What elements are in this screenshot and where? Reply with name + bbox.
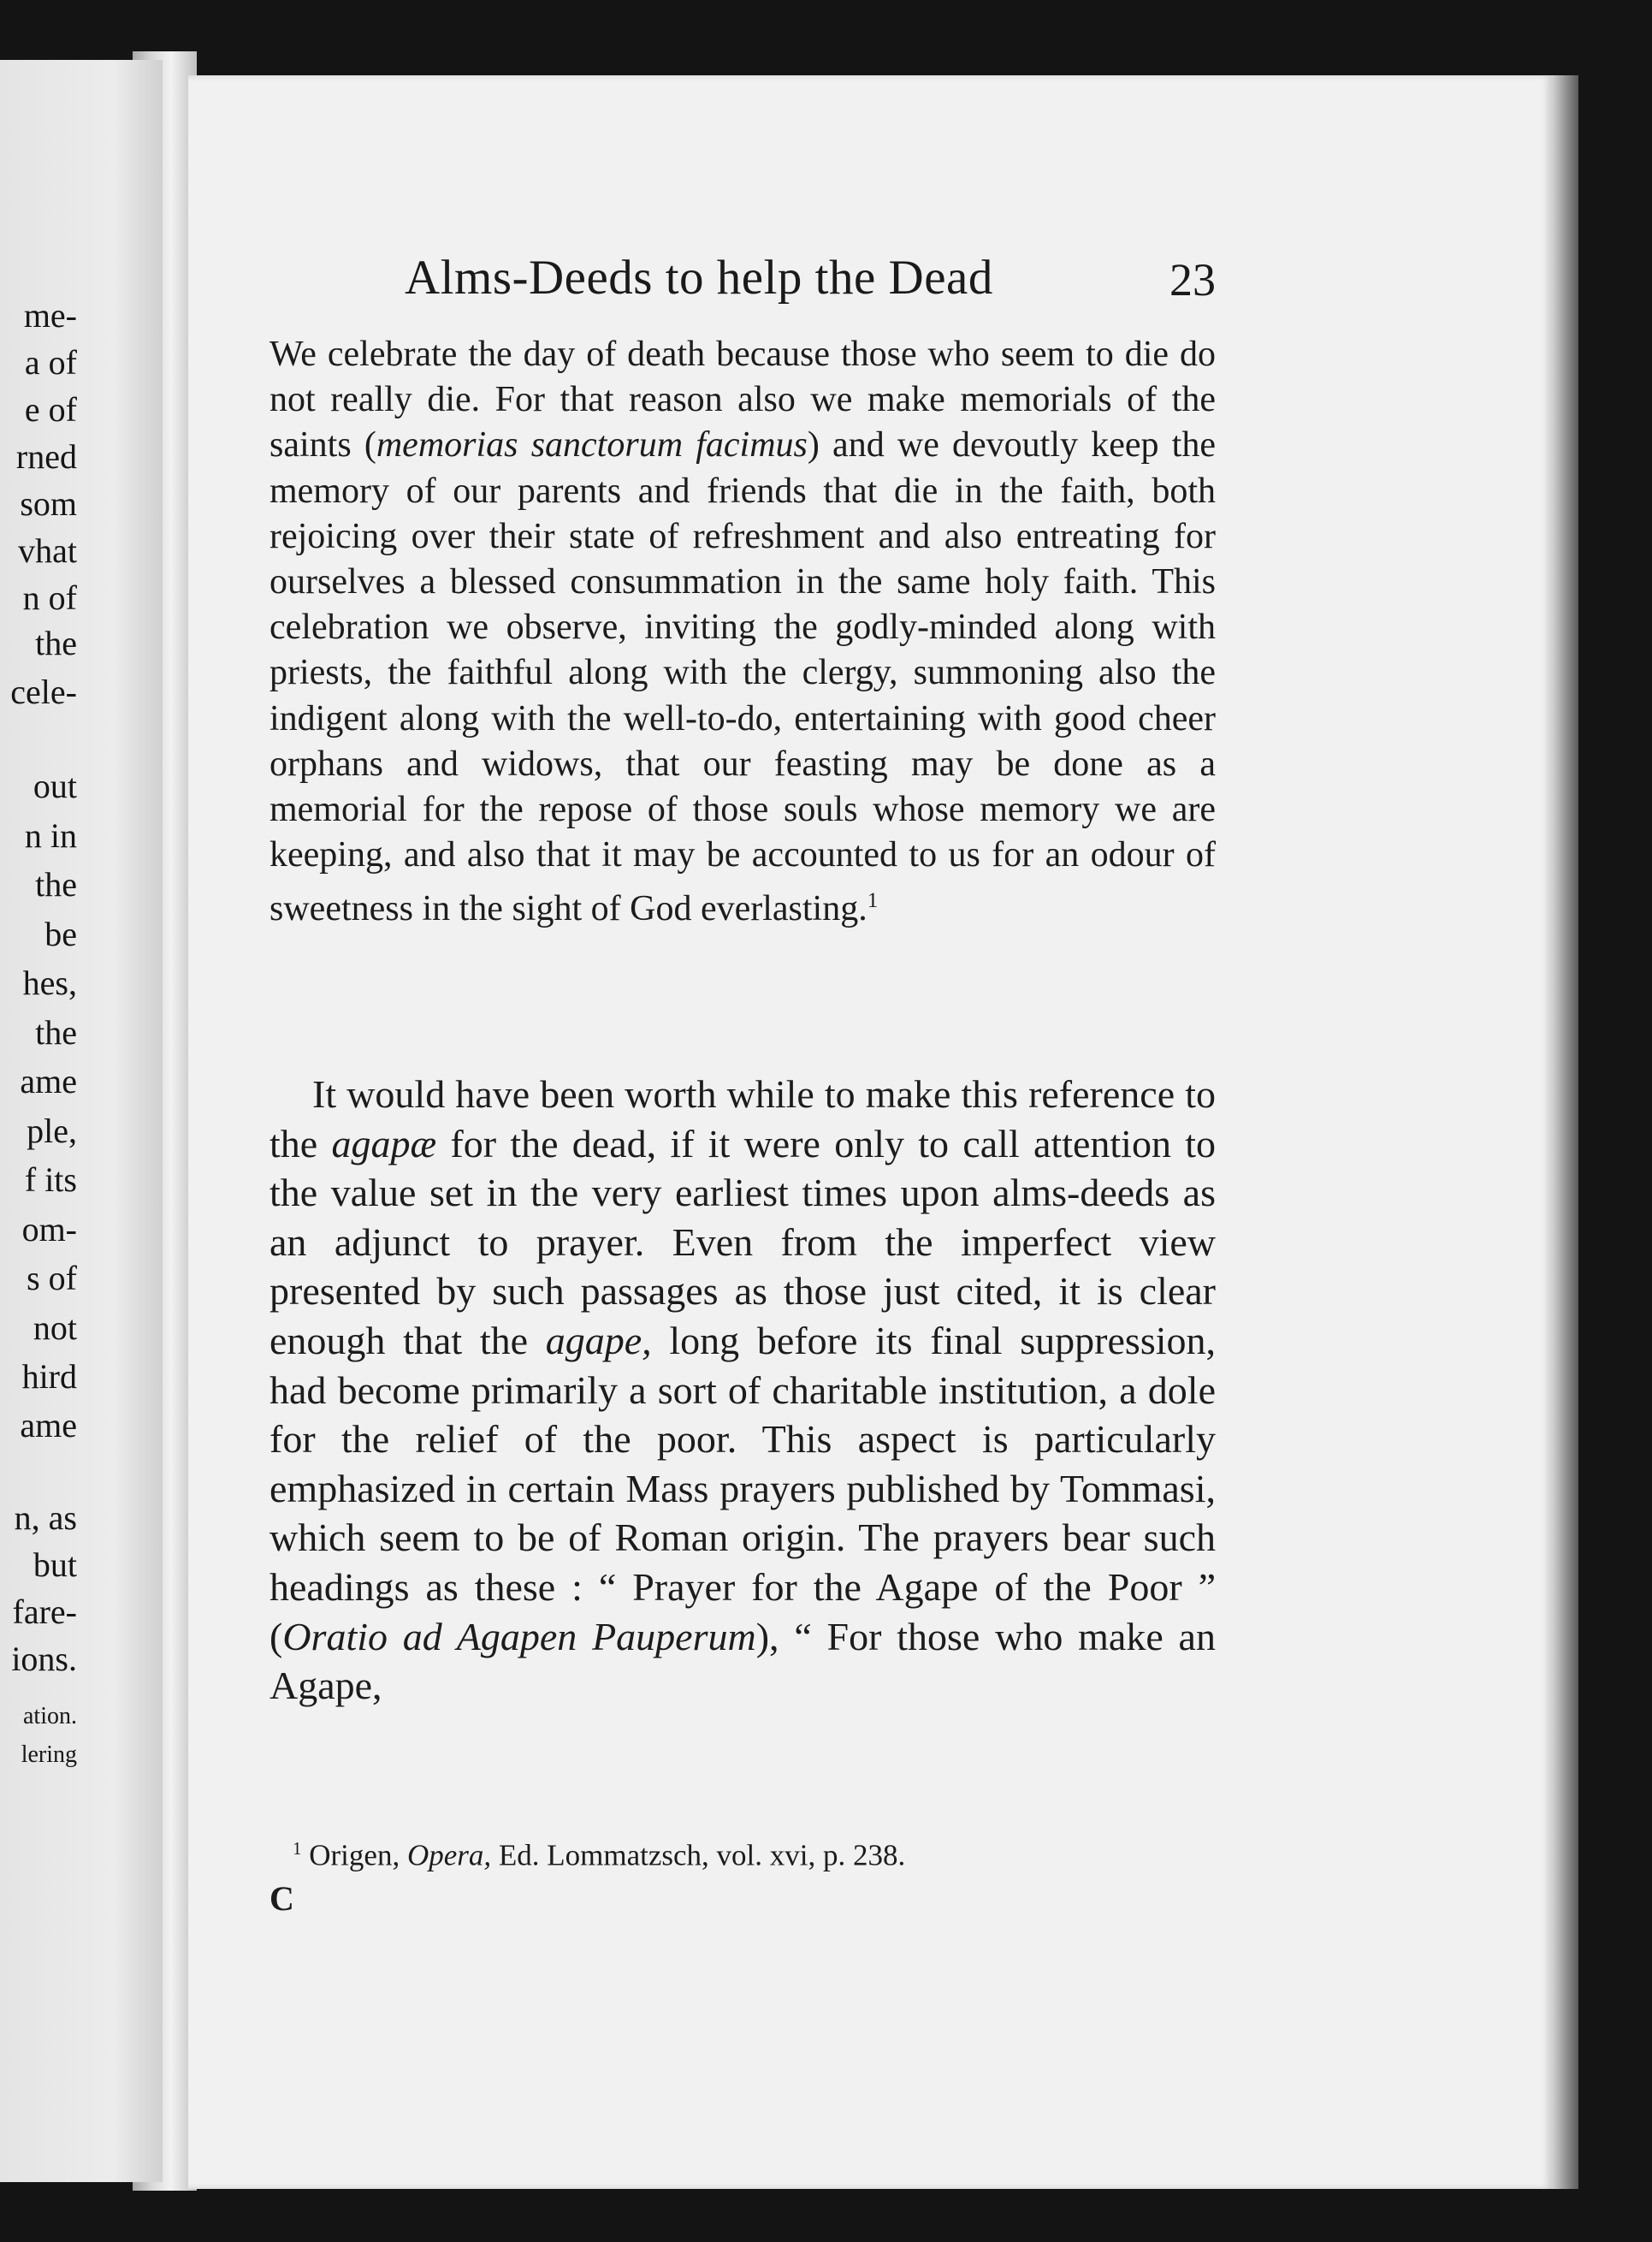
left-page-fragment: som	[20, 484, 77, 523]
left-page-fragment: be	[44, 915, 77, 953]
left-page-fragment: the	[35, 624, 77, 662]
left-page-fragment: out	[33, 767, 77, 805]
paragraph-text: We celebrate the day of death because those who seem to die do not really die. For that reason also we make memorials of the saints (	[269, 335, 1216, 466]
body-paragraph	[269, 1070, 1216, 1711]
left-page-fragment: n, as	[14, 1498, 77, 1537]
left-page-fragment: e of	[24, 390, 77, 429]
left-page-fragment: vhat	[18, 531, 77, 570]
left-page-fragment: ame	[20, 1406, 77, 1444]
footnote-text: Ed. Lommatzsch, vol. xvi, p. 238.	[491, 1838, 906, 1872]
left-page-fragment: but	[33, 1545, 77, 1584]
left-page-fragment: ions.	[11, 1640, 77, 1678]
left-page-fragment: a of	[24, 343, 77, 382]
left-page-fragment: s of	[27, 1259, 77, 1297]
footnote	[293, 1838, 905, 1873]
left-page-fragment: hes,	[22, 964, 77, 1002]
running-title: Alms-Deeds to help the Dead	[405, 251, 993, 305]
left-page-fragment: fare-	[12, 1593, 77, 1631]
latin-title: Oratio ad Agapen Pauperum	[282, 1614, 756, 1658]
paragraph-text: for the dead, if it were only to call attention to the value set in the very earliest times upon alms-deeds as an adjunct to prayer. Even from the imperfect view presented by such passages as those just cited, it is clear enough that the	[269, 1121, 1216, 1362]
paragraph-text: ), “ For those who make an Agape,	[269, 1614, 1216, 1708]
page-number: 23	[1169, 254, 1216, 305]
left-page-fragment: cele-	[10, 673, 77, 711]
left-page-fragment: n in	[24, 816, 77, 855]
left-page-fragment: ple,	[27, 1112, 77, 1150]
left-page-fragment: not	[33, 1308, 77, 1347]
signature-mark: C	[269, 1879, 294, 1918]
page-edge	[1553, 75, 1578, 2189]
paragraph-text: long before its final suppression, had become primarily a sort of charitable institution, a dole for the relief of the poor. This aspect is particularly emphasized in certain Mass prayers published by Tommasi, which seem to be of Roman origin. The prayers bear such headings as these : “ Prayer for the Agape of the Poor ” (	[269, 1318, 1216, 1658]
footnote-work-title: Opera,	[406, 1838, 492, 1872]
left-page-fragment: the	[35, 1013, 77, 1052]
left-page-fragment: ame	[20, 1062, 77, 1100]
footnote-mark: 1	[293, 1838, 302, 1859]
left-page-fragment: rned	[15, 437, 77, 476]
left-page-fragment: hird	[21, 1357, 77, 1396]
running-header	[405, 250, 1216, 310]
left-page-fragment: ation.	[23, 1703, 77, 1729]
paragraph-text: It would have been worth while to make this reference to the	[269, 1072, 1216, 1165]
footnote-text: Origen,	[301, 1838, 407, 1872]
quoted-paragraph	[269, 332, 1216, 933]
left-page-fragment: lering	[21, 1741, 77, 1768]
left-page-fragment: me-	[23, 296, 77, 335]
left-page	[0, 60, 163, 2182]
footnote-reference[interactable]: 1	[867, 889, 879, 913]
latin-phrase: memorias sanctorum facimus	[376, 425, 808, 466]
left-page-fragment: f its	[24, 1160, 77, 1199]
left-page-fragment: n of	[22, 578, 77, 617]
left-page-fragment: om-	[21, 1210, 77, 1249]
italic-term: agape,	[545, 1318, 652, 1362]
italic-term: agapæ	[331, 1121, 437, 1165]
left-page-fragment: the	[35, 865, 77, 904]
paragraph-text: ) and we devoutly keep the memory of our parents and friends that die in the faith, both rejoicing over their state of refreshment and also entreating for ourselves a blessed consummation in the same holy faith. This celebration we observe, inviting the godly-minded along with priests, the faithful along with the clergy, summoning also the indigent along with the well-to-do, entertaining with good cheer orphans and widows, that our feasting may be done as a memorial for the repose of those souls whose memory we are keeping, and also that it may be accounted to us for an odour of sweetness in the sight of God everlasting.	[269, 425, 1216, 929]
